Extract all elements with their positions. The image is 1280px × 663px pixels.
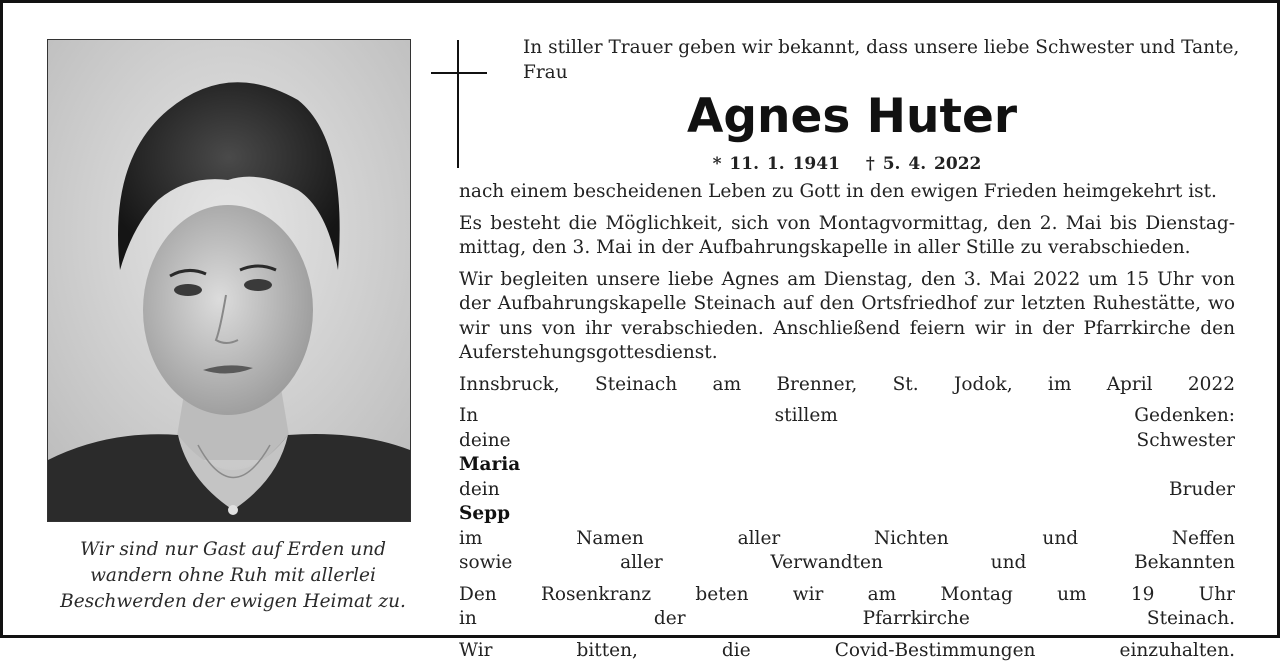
paragraph-line: Es besteht die Möglichkeit, sich von Montagvormittag, den 2. Mai bis Dienstag- <box>459 212 1235 237</box>
place-date-line: Innsbruck, Steinach am Brenner, St. Jodok, im April 2022 <box>459 373 1235 398</box>
life-dates <box>459 152 1235 176</box>
covid-note-line: Wir bitten, die Covid-Bestimmungen einzuhalten. <box>459 639 1235 663</box>
rosary-line: in der Pfarrkirche Steinach. <box>459 607 1235 632</box>
paragraph-line: nach einem bescheidenen Leben zu Gott in den ewigen Frieden heimgekehrt ist. <box>459 180 1235 205</box>
intro <box>523 36 1239 85</box>
paragraph-viewing <box>459 212 1235 261</box>
mourner-brother: dein Bruder Sepp <box>459 478 1235 527</box>
paragraph-line: Wir begleiten unsere liebe Agnes am Dienstag, den 3. Mai 2022 um 15 Uhr von <box>459 268 1235 293</box>
quote-line: Beschwerden der ewigen Heimat zu. <box>33 589 433 615</box>
mourner-sister: deine Schwester Maria <box>459 429 1235 478</box>
place-date <box>459 373 1235 398</box>
rosary-info <box>459 583 1235 632</box>
mourners-list <box>459 404 1235 576</box>
quote-line: Wir sind nur Gast auf Erden und <box>33 537 433 563</box>
rosary-line: Den Rosenkranz beten wir am Montag um 19 Uhr <box>459 583 1235 608</box>
announcement-text <box>459 36 1235 663</box>
mourner-line: im Namen aller Nichten und Neffen <box>459 527 1235 552</box>
deceased-name: Agnes Huter <box>469 87 1235 147</box>
paragraph-line: mittag, den 3. Mai in der Aufbahrungskapelle in aller Stille zu verabschieden. <box>459 236 1235 261</box>
death-date: † 5. 4. 2022 <box>866 154 981 174</box>
birth-date: * 11. 1. 1941 <box>713 154 840 174</box>
mourner-line: sowie aller Verwandten und Bekannten <box>459 551 1235 576</box>
intro-line: Frau <box>523 61 1239 86</box>
brother-name: Sepp <box>459 503 510 524</box>
portrait-photo <box>47 39 411 522</box>
sister-name: Maria <box>459 454 520 475</box>
paragraph-passing <box>459 180 1235 205</box>
paragraph-line: Auferstehungsgottesdienst. <box>459 341 1235 366</box>
paragraph-line: wir uns von ihr verabschieden. Anschließend feiern wir in der Pfarrkirche den <box>459 317 1235 342</box>
paragraph-funeral <box>459 268 1235 366</box>
memorial-quote <box>33 537 433 615</box>
intro-line: In stiller Trauer geben wir bekannt, dass unsere liebe Schwester und Tante, <box>523 36 1239 61</box>
covid-note <box>459 639 1235 663</box>
mourners-heading: In stillem Gedenken: <box>459 404 1235 429</box>
paragraph-line: der Aufbahrungskapelle Steinach auf den Ortsfriedhof zur letzten Ruhestätte, wo <box>459 292 1235 317</box>
portrait-photo-icon <box>48 40 410 521</box>
quote-line: wandern ohne Ruh mit allerlei <box>33 563 433 589</box>
